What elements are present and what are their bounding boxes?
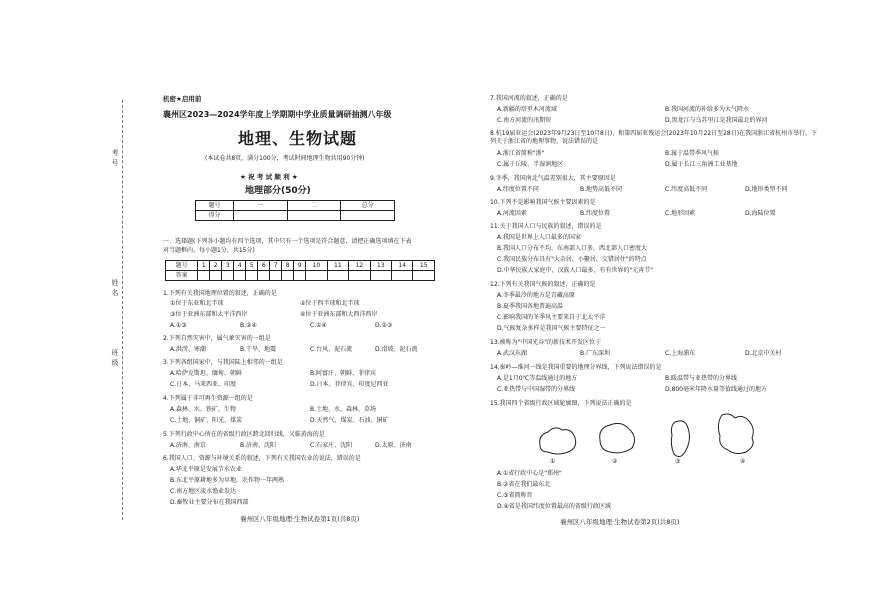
confidential-mark: 机密★启用前 xyxy=(163,95,202,103)
choice[interactable]: A.济南、南京 xyxy=(170,442,206,449)
question-10: 10.下列不是影响我国气候主要因素的是 xyxy=(490,199,596,206)
binding-label: 考 xyxy=(111,149,119,157)
answer-table-header-cell: 题号 xyxy=(166,261,198,271)
choice[interactable]: D.海陆位置 xyxy=(745,210,776,217)
option[interactable]: D.黑龙江与乌苏里江是我国最北的界河 xyxy=(665,117,768,124)
answer-input-cell[interactable] xyxy=(294,271,306,281)
answer-table-header-cell: 8 xyxy=(282,261,294,271)
answer-table-header-cell: 4 xyxy=(234,261,246,271)
answer-input-cell[interactable] xyxy=(391,271,412,281)
option[interactable]: B.土地、水、森林、草场 xyxy=(310,406,377,413)
option[interactable]: B.属于温带季风气候 xyxy=(665,150,720,157)
choice[interactable]: D.太原、济南 xyxy=(375,442,412,449)
binding-dashed-line xyxy=(122,100,123,520)
choice[interactable]: B.济南、沈阳 xyxy=(240,442,277,449)
option[interactable]: C.南方河流的汛期短 xyxy=(497,117,552,124)
choice[interactable]: C.石家庄、沈阳 xyxy=(310,442,353,449)
answer-table-header-cell: 13 xyxy=(370,261,391,271)
section-title: 地理部分(50分) xyxy=(245,186,311,196)
question-9: 9.冬季，我国南北气温差别很大，其主要原因是 xyxy=(490,175,616,182)
answer-table-header-cell: 7 xyxy=(270,261,282,271)
option[interactable]: B.阿富汗、朝鲜、菲律宾 xyxy=(310,370,377,377)
choice[interactable]: A.洪涝、寒潮 xyxy=(170,346,206,353)
binding-label: 名 xyxy=(111,289,119,297)
answer-table xyxy=(165,260,435,281)
answer-table-header-cell: 14 xyxy=(391,261,412,271)
choice[interactable]: D.滑坡、泥石流 xyxy=(375,346,418,353)
option[interactable]: C.③省简称晋 xyxy=(497,492,533,499)
option[interactable]: D.800毫米年降水量等值线通过的地方 xyxy=(665,386,767,393)
score-cell: 二 xyxy=(287,201,341,211)
binding-label: 号 xyxy=(111,159,119,167)
choice[interactable]: D.北京中关村 xyxy=(745,350,782,357)
option: ④位于亚洲东部和大西洋西岸 xyxy=(300,311,378,318)
option[interactable]: D.日本、菲律宾、印度尼西亚 xyxy=(310,381,389,388)
answer-input-cell[interactable] xyxy=(349,271,370,281)
score-input-cell[interactable] xyxy=(287,211,341,221)
question-15: 15.我国四个省级行政区域轮廓图，下列说法正确的是 xyxy=(490,400,632,407)
option[interactable]: A.华北平原是发展节水农业 xyxy=(170,466,242,473)
score-table xyxy=(195,200,395,221)
choice[interactable]: C.地形因素 xyxy=(665,210,696,217)
choice[interactable]: A.纬度位置不同 xyxy=(497,186,539,193)
choice[interactable]: A.武汉东湖 xyxy=(497,350,527,357)
map-label: ③ xyxy=(675,458,681,465)
exam-notice: (本试卷共8页，满分100分，考试时间地理生物共用90分钟) xyxy=(205,155,365,162)
option[interactable]: C.南方地区淡水渔业发达 xyxy=(170,488,237,495)
score-input-cell[interactable] xyxy=(234,211,288,221)
answer-table-header-cell: 1 xyxy=(198,261,210,271)
choice[interactable]: D.②③ xyxy=(375,322,393,329)
answer-table-header-cell: 2 xyxy=(210,261,222,271)
answer-table-header-cell: 10 xyxy=(306,261,327,271)
instruction-line: 一、选择题(下列各小题均有四个选项，其中只有一个选项是符合题意，请把正确选项填在下表 xyxy=(163,238,412,245)
map-label: ④ xyxy=(740,458,746,465)
good-luck-line: ★ 祝 考 试 顺 利 ★ xyxy=(240,173,298,181)
option: ②位于西半球和北半球 xyxy=(300,300,360,307)
answer-table-header-cell: 12 xyxy=(349,261,370,271)
instruction-line: 对当题框内。每小题1分，共15分) xyxy=(163,247,255,254)
province-outline-2 xyxy=(600,423,635,453)
choice[interactable]: C.①④ xyxy=(310,322,327,329)
exam-header: 襄州区2023—2024学年度上学期期中学业质量调研抽测八年级 xyxy=(163,110,392,119)
option[interactable]: A.我国是世界上人口最多的国家 xyxy=(497,234,581,241)
choice[interactable]: B.干旱、地震 xyxy=(240,346,277,353)
answer-input-cell[interactable] xyxy=(198,271,210,281)
answer-table-header-cell: 6 xyxy=(258,261,270,271)
answer-table-header-cell: 5 xyxy=(246,261,258,271)
option[interactable]: A.哈萨克斯坦、缅甸、朝鲜 xyxy=(170,370,242,377)
score-input-cell[interactable] xyxy=(341,211,395,221)
option[interactable]: D.天然气、煤炭、石油、铜矿 xyxy=(310,417,389,424)
option[interactable]: B.我国人口分布不均，东南部人口多，西北部人口密度大 xyxy=(497,245,648,252)
question-7: 7.我国河流的叙述，正确的是 xyxy=(490,95,568,102)
score-cell: 总分 xyxy=(341,201,395,211)
answer-table-header-cell: 9 xyxy=(294,261,306,271)
option: ③位于亚洲东部和太平洋西岸 xyxy=(170,311,248,318)
map-label: ① xyxy=(550,458,556,465)
option[interactable]: B.东北平原耕地多为早地，农作物一年两熟 xyxy=(170,477,285,484)
option[interactable]: D.中华民族大家庭中，汉族人口最多，有有世界的"元宵节" xyxy=(497,267,654,274)
answer-input-cell[interactable] xyxy=(270,271,282,281)
option[interactable]: C.影响我国的冬季风主要来自于北太平洋 xyxy=(497,314,606,321)
option[interactable]: D.④省是我国纬度位置最高的省级行政区域 xyxy=(497,503,611,510)
choice[interactable]: C.上海浦东 xyxy=(665,350,696,357)
choice[interactable]: D.地形类型不同 xyxy=(745,186,788,193)
question-8: 8.杭19届亚运会(2023年9月23日至10月8日)，和第四届亚残运会(2023年10月22日至28日)在我国浙江省杭州市举行。下列关于浙江省的地理事物，说法错误的是 xyxy=(490,130,818,145)
option[interactable]: A.浙江省简称"浙" xyxy=(497,150,545,157)
answer-input-cell[interactable] xyxy=(258,271,270,281)
province-outline-4 xyxy=(718,414,753,454)
question-12: 12.下列有关我国气候的叙述，正确的是 xyxy=(490,281,596,288)
option[interactable]: D.属于长江三角洲工业基地 xyxy=(665,161,738,168)
option[interactable]: A.①省行政中心是"郑州" xyxy=(497,470,562,477)
option[interactable]: C.属于丘陵、半湿润地区 xyxy=(497,161,564,168)
answer-table-header-cell: 11 xyxy=(327,261,348,271)
choice[interactable]: C.台风、泥石流 xyxy=(310,346,353,353)
page-footer: 襄州区八年级地理·生物试卷第1页(共8页) xyxy=(240,515,360,523)
answer-table-label-cell: 答案 xyxy=(166,271,198,281)
option[interactable]: C.亚热带与中国湿带的分界线 xyxy=(497,386,576,393)
answer-input-cell[interactable] xyxy=(370,271,391,281)
choice[interactable]: C.纬度高低不同 xyxy=(665,186,708,193)
question-2: 2.下列自然灾害中，属气象灾害的一组是 xyxy=(163,335,271,342)
option[interactable]: B.②省在我们最东北 xyxy=(497,481,551,488)
answer-input-cell[interactable] xyxy=(306,271,327,281)
choice[interactable]: A.河流因素 xyxy=(497,210,527,217)
choice[interactable]: B.地势高低不同 xyxy=(580,186,623,193)
answer-input-cell[interactable] xyxy=(327,271,348,281)
question-1: 1.下列有关我国地理位置的叙述，正确的是 xyxy=(163,290,277,297)
question-14: 14.秦岭—淮河一线是我国重要的地理分界线，下列说法错误的是 xyxy=(490,364,662,371)
question-6: 6.我国人口、资源与环境关系的叙述，下列有关我国农业的说法，错误的是 xyxy=(163,455,361,462)
score-cell: 一 xyxy=(234,201,288,211)
option[interactable]: B.夏季我国各地普遍高温 xyxy=(497,303,564,310)
answer-input-cell[interactable] xyxy=(282,271,294,281)
question-4: 4.下列属于非可再生资源一组的是 xyxy=(163,395,253,402)
score-cell: 得分 xyxy=(196,211,234,221)
option[interactable]: B.暖温带与亚热带的分界线 xyxy=(665,375,738,382)
question-11: 11.关于我国人口与民族的叙述，错误的是 xyxy=(490,223,602,230)
answer-input-cell[interactable] xyxy=(413,271,435,281)
question-13: 13.被称为"中国光谷"的新技术开发区位于 xyxy=(490,339,602,346)
question-5: 5.下列行政中心所在的省级行政区跨北回归线，又临黄海的是 xyxy=(163,431,325,438)
map-label: ② xyxy=(612,458,618,465)
answer-table-header-cell: 3 xyxy=(222,261,234,271)
province-outline-maps xyxy=(530,410,860,470)
option[interactable]: C.我国民族分布具有"大杂居，小聚居，交错居住"的特点 xyxy=(497,256,647,263)
choice[interactable]: B.纬度位置 xyxy=(580,210,611,217)
option[interactable]: A.森林、水、铁矿、生物 xyxy=(170,406,236,413)
option: ①位于东亚和北半球 xyxy=(170,300,224,307)
answer-input-cell[interactable] xyxy=(234,271,246,281)
answer-input-cell[interactable] xyxy=(210,271,222,281)
binding-label: 班 xyxy=(111,349,119,357)
answer-input-cell[interactable] xyxy=(222,271,234,281)
option[interactable]: A.冬季最冷的地方是青藏高原 xyxy=(497,292,575,299)
option[interactable]: A.是1月0℃等温线通过的地方 xyxy=(497,375,578,382)
binding-label: 级 xyxy=(111,359,119,367)
choice[interactable]: B.广东深圳 xyxy=(580,350,611,357)
page-title: 地理、生物试题 xyxy=(238,129,358,148)
option[interactable]: C.土地、铜矿、阳光、煤炭 xyxy=(170,417,243,424)
answer-table-header-cell: 15 xyxy=(413,261,435,271)
option[interactable]: C.日本、马来西亚、印度 xyxy=(170,381,237,388)
choice[interactable]: A.①③ xyxy=(170,322,187,329)
option[interactable]: B.我国河流的补给多为大气降水 xyxy=(665,106,750,113)
page-footer: 襄州区八年级地理·生物试卷第2页(共8页) xyxy=(560,518,680,526)
answer-input-cell[interactable] xyxy=(246,271,258,281)
choice[interactable]: B.②④ xyxy=(240,322,257,329)
province-outline-1 xyxy=(540,428,576,454)
binding-label: 姓 xyxy=(111,279,119,287)
score-cell: 题号 xyxy=(196,201,234,211)
option[interactable]: D.气候复杂多样是我国气候主要特征之一 xyxy=(497,325,606,332)
option[interactable]: A.新疆的塔里木河流域 xyxy=(497,106,557,113)
option[interactable]: D.畜牧业主要分布在我国西部 xyxy=(170,499,249,506)
question-3: 3.下列各组国家中，与我国陆上相邻的一组是 xyxy=(163,359,283,366)
province-outline-3 xyxy=(671,421,689,457)
right-exam-page xyxy=(440,0,870,599)
